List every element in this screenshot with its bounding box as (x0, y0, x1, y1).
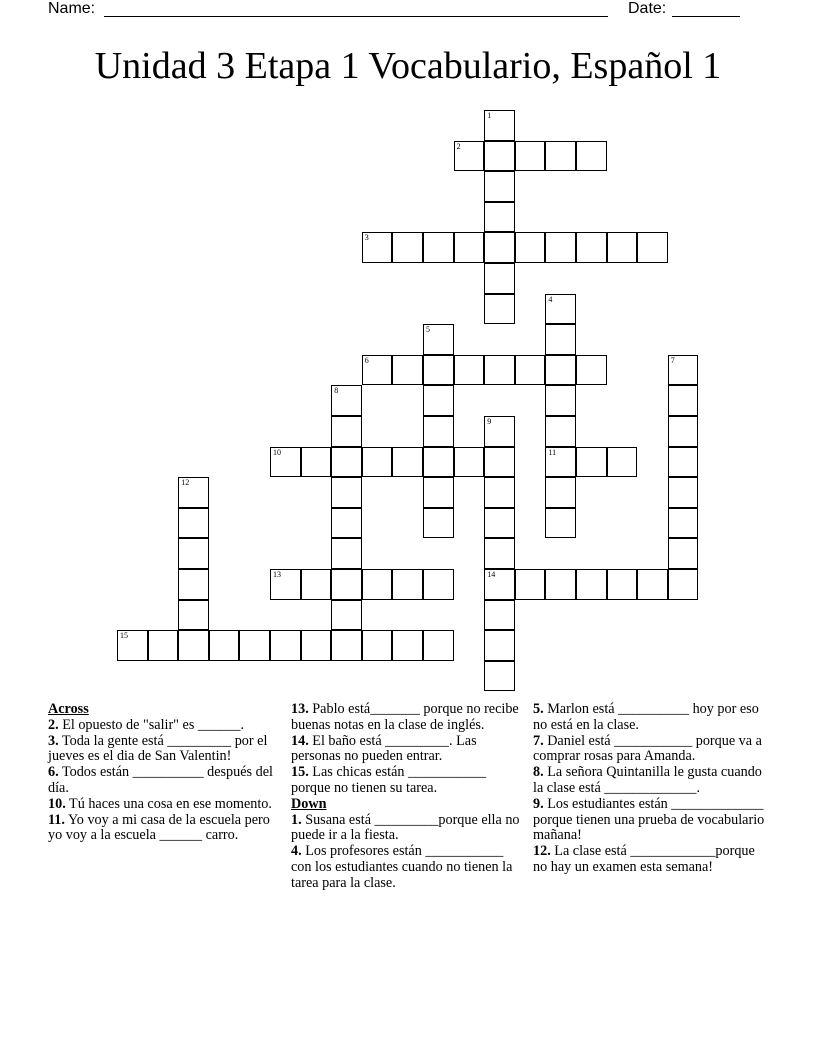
crossword-cell[interactable] (454, 232, 485, 263)
crossword-cell[interactable] (484, 232, 515, 263)
crossword-cell[interactable] (331, 600, 362, 631)
date-label: Date: (628, 0, 667, 17)
crossword-cell[interactable] (239, 630, 270, 661)
crossword-cell[interactable] (607, 232, 638, 263)
crossword-cell[interactable] (515, 141, 546, 172)
crossword-cell[interactable] (637, 569, 668, 600)
crossword-cell[interactable] (484, 294, 515, 325)
clue-number: 13 (273, 570, 281, 579)
clue-item: 9. Los estudiantes están _____________ porque tienen una prueba de vocabulario mañana! (533, 795, 765, 844)
clue-number: 11 (548, 447, 557, 457)
crossword-cell[interactable] (362, 569, 393, 600)
crossword-cell[interactable] (484, 447, 515, 478)
clue-item: 11. Yo voy a mi casa de la escuela pero yo voy a la escuela ______ carro. (48, 811, 270, 844)
crossword-cell[interactable] (270, 569, 301, 600)
crossword-cell[interactable] (178, 630, 209, 661)
crossword-cell[interactable] (423, 508, 454, 539)
crossword-cell[interactable] (515, 232, 546, 263)
crossword-cell[interactable] (270, 630, 301, 661)
clue-item: 14. El baño está _________. Las personas no pueden entrar. (291, 732, 477, 765)
crossword-cell[interactable] (668, 385, 699, 416)
crossword-cell[interactable] (576, 569, 607, 600)
crossword-cell[interactable] (637, 232, 668, 263)
crossword-cell[interactable] (331, 447, 362, 478)
crossword-cell[interactable] (484, 141, 515, 172)
clue-number: 9 (487, 417, 492, 426)
crossword-cell[interactable] (331, 416, 362, 447)
crossword-cell[interactable] (576, 447, 607, 478)
clue-number: 12 (181, 478, 190, 488)
crossword-cell[interactable] (454, 141, 485, 172)
crossword-cell[interactable] (117, 630, 148, 661)
clue-item: 5. Marlon está __________ hoy por eso no está en la clase. (533, 701, 759, 733)
crossword-cell[interactable] (392, 355, 423, 386)
clue-item: 1. Susana está _________porque ella no puede ir a la fiesta. (291, 811, 520, 844)
crossword-cell[interactable] (331, 477, 362, 508)
crossword-cell[interactable] (423, 385, 454, 416)
down-heading: Down (291, 795, 327, 812)
crossword-cell[interactable] (484, 477, 515, 508)
crossword-cell[interactable] (576, 232, 607, 263)
crossword-cell[interactable] (454, 447, 485, 478)
crossword-cell[interactable] (484, 202, 515, 233)
crossword-cell[interactable] (362, 447, 393, 478)
crossword-cell[interactable] (668, 538, 699, 569)
crossword-cell[interactable] (423, 569, 454, 600)
crossword-cell[interactable] (423, 630, 454, 661)
crossword-cell[interactable] (545, 385, 576, 416)
across-heading: Across (48, 701, 89, 717)
crossword-cell[interactable] (484, 110, 515, 141)
crossword-cell[interactable] (515, 355, 546, 386)
crossword-cell[interactable] (668, 355, 699, 386)
crossword-cell[interactable] (484, 171, 515, 202)
crossword-cell[interactable] (515, 569, 546, 600)
crossword-cell[interactable] (270, 447, 301, 478)
clue-number: 7 (670, 355, 675, 365)
crossword-cell[interactable] (362, 355, 393, 386)
crossword-cell[interactable] (545, 447, 576, 478)
crossword-cell[interactable] (545, 569, 576, 600)
crossword-cell[interactable] (331, 538, 362, 569)
crossword-cell[interactable] (545, 294, 576, 325)
clue-number: 2 (456, 141, 461, 151)
page-title: Unidad 3 Etapa 1 Vocabulario, Español 1 (94, 45, 722, 87)
crossword-cell[interactable] (668, 416, 699, 447)
clue-column-1 (48, 702, 284, 844)
crossword-cell[interactable] (301, 630, 332, 661)
crossword-cell[interactable] (668, 508, 699, 539)
clue-item: 3. Toda la gente está _________ por el jueves es el dia de San Valentin! (48, 732, 268, 765)
crossword-cell[interactable] (392, 569, 423, 600)
crossword-cell[interactable] (209, 630, 240, 661)
crossword-cell[interactable] (576, 355, 607, 386)
crossword-cell[interactable] (178, 538, 209, 569)
crossword-cell[interactable] (545, 477, 576, 508)
clue-item: 15. Las chicas están ___________ porque no tienen su tarea. (291, 764, 487, 796)
crossword-cell[interactable] (331, 569, 362, 600)
crossword-cell[interactable] (392, 447, 423, 478)
crossword-cell[interactable] (607, 569, 638, 600)
crossword-cell[interactable] (668, 447, 699, 478)
crossword-cell[interactable] (545, 232, 576, 263)
crossword-cell[interactable] (331, 385, 362, 416)
crossword-cell[interactable] (545, 355, 576, 386)
crossword-cell[interactable] (178, 600, 209, 631)
clue-item: 4. Los profesores están ___________ con los estudiantes cuando no tienen la tarea para la clase. (291, 843, 513, 891)
clue-item: 6. Todos están __________ después del día. (48, 764, 273, 796)
crossword-cell[interactable] (178, 569, 209, 600)
crossword-cell[interactable] (484, 600, 515, 631)
crossword-cell[interactable] (484, 263, 515, 294)
crossword-cell[interactable] (576, 141, 607, 172)
crossword-cell[interactable] (668, 569, 699, 600)
crossword-cell[interactable] (301, 569, 332, 600)
clue-number: 6 (364, 355, 369, 365)
crossword-cell[interactable] (607, 447, 638, 478)
clue-number: 14 (487, 570, 496, 579)
crossword-cell[interactable] (668, 477, 699, 508)
crossword-cell[interactable] (423, 232, 454, 263)
name-label: Name: (48, 0, 96, 17)
crossword-cell[interactable] (484, 569, 515, 600)
crossword-cell[interactable] (484, 538, 515, 569)
crossword-cell[interactable] (454, 355, 485, 386)
crossword-cell[interactable] (545, 508, 576, 539)
crossword-cell[interactable] (423, 355, 454, 386)
clue-item: 10. Tú haces una cosa en ese momento. (48, 795, 272, 812)
crossword-cell[interactable] (148, 630, 179, 661)
clue-column-3 (533, 702, 769, 876)
crossword-cell[interactable] (423, 324, 454, 355)
crossword-cell[interactable] (484, 416, 515, 447)
crossword-cell[interactable] (484, 355, 515, 386)
crossword-cell[interactable] (331, 630, 362, 661)
crossword-cell[interactable] (545, 416, 576, 447)
crossword-cell[interactable] (484, 630, 515, 661)
clue-item: 13. Pablo está_______ porque no recibe buenas notas en la clase de inglés. (291, 701, 519, 733)
crossword-cell[interactable] (392, 232, 423, 263)
clue-column-2 (291, 702, 525, 892)
crossword-cell[interactable] (423, 447, 454, 478)
clue-number: 15 (120, 631, 128, 641)
crossword-cell[interactable] (178, 508, 209, 539)
crossword-cell[interactable] (301, 447, 332, 478)
clue-number: 10 (273, 447, 281, 457)
crossword-cell[interactable] (423, 477, 454, 508)
crossword-cell[interactable] (423, 416, 454, 447)
clue-number: 8 (334, 386, 339, 396)
clue-number: 4 (548, 294, 553, 304)
crossword-cell[interactable] (362, 630, 393, 661)
clue-number: 1 (487, 111, 492, 120)
crossword-cell[interactable] (484, 661, 515, 692)
clue-item: 7. Daniel está ___________ porque va a comprar rosas para Amanda. (533, 732, 762, 765)
crossword-cell[interactable] (392, 630, 423, 661)
crossword-cell[interactable] (331, 508, 362, 539)
clue-item: 2. El opuesto de "salir" es ______. (48, 716, 244, 733)
crossword-cell[interactable] (545, 141, 576, 172)
clue-number: 3 (364, 233, 369, 243)
crossword-cell[interactable] (545, 324, 576, 355)
crossword-cell[interactable] (178, 477, 209, 508)
crossword-cell[interactable] (484, 508, 515, 539)
clue-item: 8. La señora Quintanilla le gusta cuando la clase está _____________. (533, 764, 762, 796)
clue-number: 5 (426, 325, 430, 335)
clue-item: 12. La clase está ____________porque no hay un examen esta semana! (533, 843, 755, 875)
crossword-cell[interactable] (362, 232, 393, 263)
